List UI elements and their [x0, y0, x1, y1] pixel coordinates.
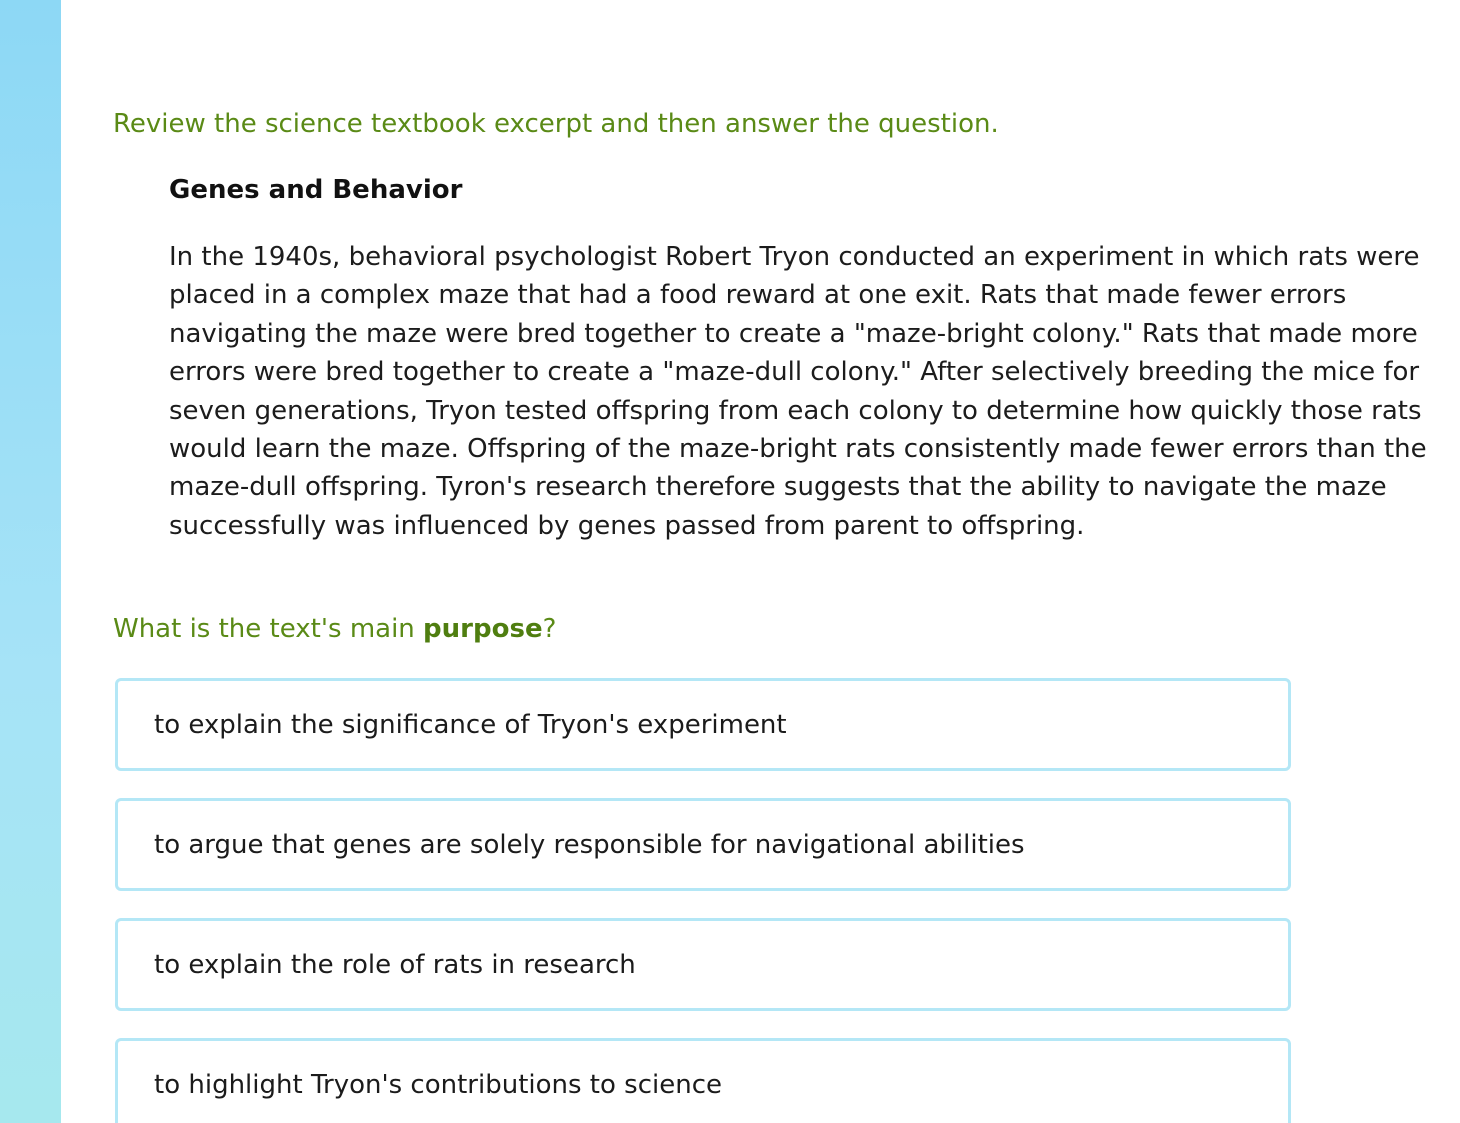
- answer-choice-label: to explain the role of rats in research: [154, 949, 636, 980]
- passage-excerpt: [169, 172, 1439, 545]
- answer-choice-1[interactable]: [115, 678, 1291, 771]
- answer-choice-2[interactable]: [115, 798, 1291, 891]
- instruction-text: Review the science textbook excerpt and then answer the question.: [113, 109, 999, 139]
- answer-choice-label: to highlight Tryon's contributions to science: [154, 1069, 723, 1100]
- question-prompt: [113, 611, 556, 647]
- answer-choice-label: to explain the significance of Tryon's experiment: [154, 709, 787, 740]
- left-accent-bar: [0, 0, 61, 1123]
- answer-choice-3[interactable]: [115, 918, 1291, 1011]
- question-prefix: What is the text's main: [113, 614, 424, 644]
- answer-choices: [115, 678, 1291, 1123]
- passage-body: In the 1940s, behavioral psychologist Robert Tryon conducted an experiment in which rats were placed in a complex maze that had a food reward at one exit. Rats that made fewer errors navigating the maze were bred together to create a "maze-bright colony." Rats that made more errors were bred together to create a "maze-dull colony." After selectively breeding the mice for seven generations, Tryon tested offspring from each colony to determine how quickly those rats would learn the maze. Offspring of the maze-bright rats consistently made fewer errors than the maze-dull offspring. Tyron's research therefore suggests that the ability to navigate the maze successfully was influenced by genes passed from parent to offspring.: [169, 242, 1427, 541]
- answer-choice-4[interactable]: [115, 1038, 1291, 1123]
- answer-choice-label: to argue that genes are solely responsible for navigational abilities: [154, 829, 1025, 860]
- question-suffix: ?: [542, 614, 557, 644]
- question-keyword: purpose: [423, 614, 543, 644]
- passage-title: Genes and Behavior: [169, 175, 463, 205]
